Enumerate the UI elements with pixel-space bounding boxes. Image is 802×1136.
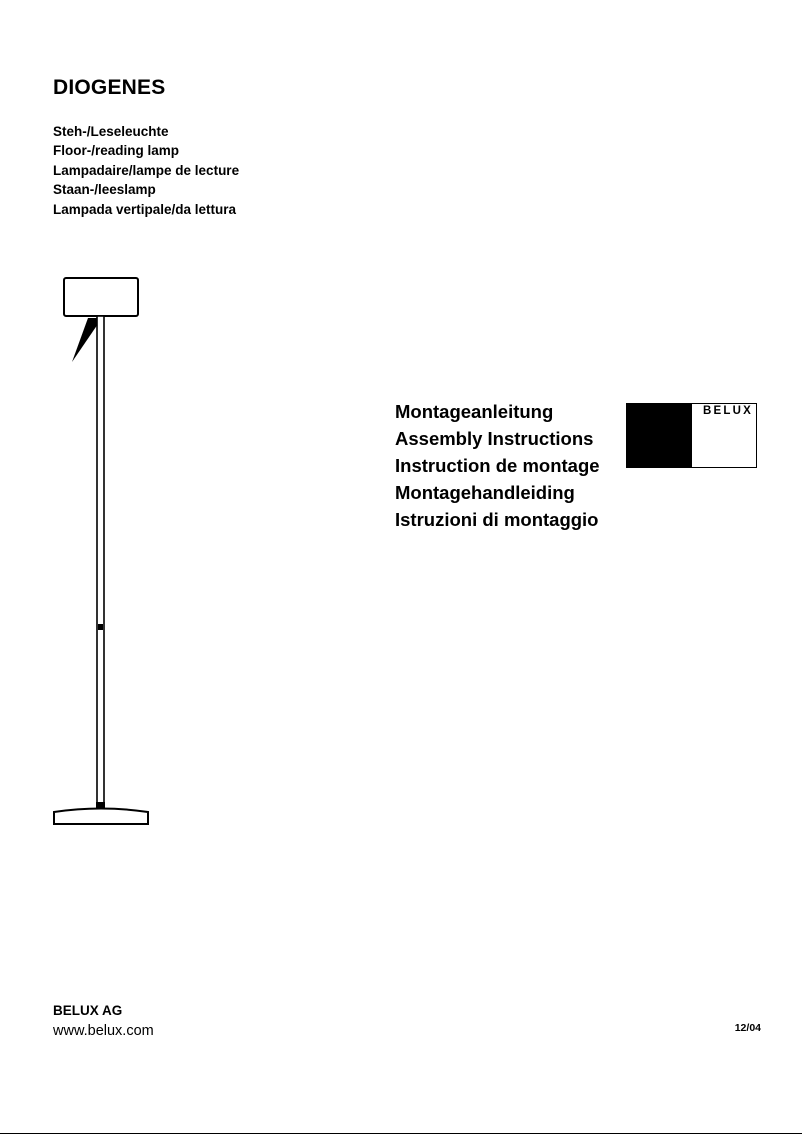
description-de: Steh-/Leseleuchte xyxy=(53,124,169,139)
instructions-nl: Montagehandleiding xyxy=(395,482,575,503)
lamp-switch xyxy=(98,624,103,630)
instructions-it: Istruzioni di montaggio xyxy=(395,509,599,530)
logo-black-block xyxy=(627,404,692,467)
assembly-instructions-titles xyxy=(395,398,600,533)
base-joint xyxy=(96,802,105,808)
instructions-fr: Instruction de montage xyxy=(395,455,600,476)
description-nl: Staan-/leeslamp xyxy=(53,182,156,198)
document-title: DIOGENES xyxy=(53,76,166,99)
logo-text: BELUX xyxy=(703,405,753,417)
lamp-base xyxy=(54,809,148,825)
product-descriptions xyxy=(53,122,239,219)
instructions-de: Montageanleitung xyxy=(395,401,554,422)
company-name: BELUX AG xyxy=(53,1003,123,1018)
floor-lamp-illustration xyxy=(48,272,156,832)
instructions-en: Assembly Instructions xyxy=(395,428,594,449)
lamp-stem xyxy=(97,316,104,808)
description-fr: Lampadaire/lampe de lecture xyxy=(53,162,240,178)
description-it: Lampada vertipale/da lettura xyxy=(53,201,237,217)
document-date: 12/04 xyxy=(734,1022,761,1034)
company-website: www.belux.com xyxy=(53,1023,154,1039)
belux-logo xyxy=(626,403,757,468)
company-info xyxy=(53,1001,154,1042)
lamp-head xyxy=(64,278,138,316)
description-en: Floor-/reading lamp xyxy=(53,143,180,159)
bottom-rule xyxy=(0,1133,802,1134)
